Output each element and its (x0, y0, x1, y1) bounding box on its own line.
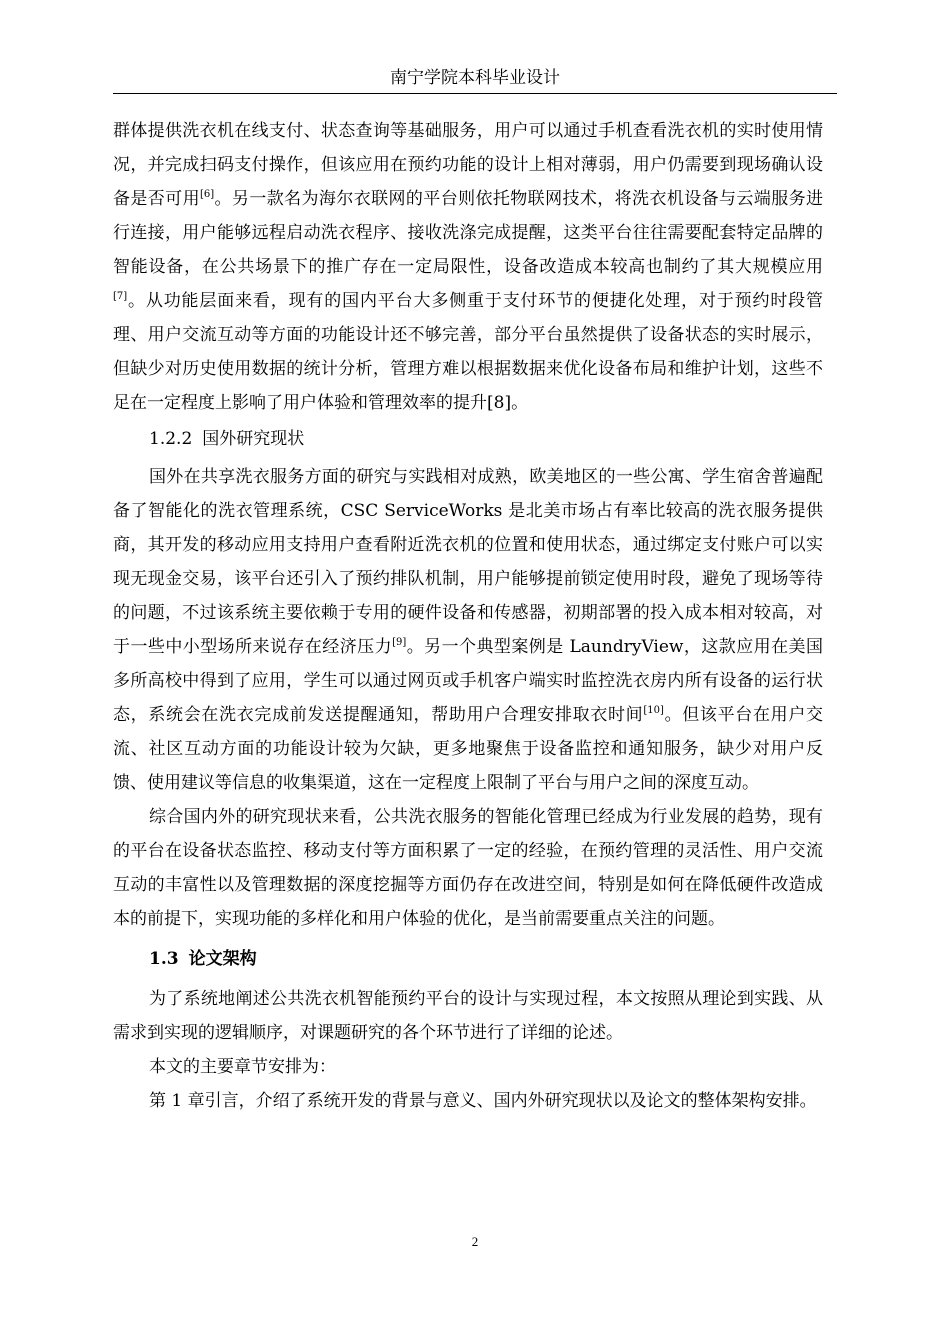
section-title: 国外研究现状 (202, 429, 305, 449)
paragraph-domestic-research (113, 114, 823, 420)
citation-ref: [9] (392, 637, 407, 648)
header-rule (113, 93, 837, 94)
citation-ref: [10] (643, 705, 664, 716)
section-heading-1-2-2 (113, 422, 823, 456)
paragraph-text: 。但该平台在用户交流、社区互动方面的功能设计较为欠缺，更多地聚焦于设备监控和通知服务，缺少对用户反馈、使用建议等信息的收集渠道，这在一定程度上限制了平台与用户之间的深度互动。 (113, 705, 823, 793)
paragraph-chapter-intro: 本文的主要章节安排为： (149, 1057, 336, 1077)
page-number: 2 (471, 1234, 479, 1249)
body-text (113, 114, 823, 1118)
paragraph-text: 。另一个典型案例是 LaundryView，这款应用在美国多所高校中得到了应用，学生可以通过网页或手机客户端实时监控洗衣房内所有设备的运行状态，系统会在洗衣完成前发送提醒通知，帮助用户合理安排取衣时间 (113, 637, 824, 725)
paragraph-summary: 综合国内外的研究现状来看，公共洗衣服务的智能化管理已经成为行业发展的趋势，现有的平台在设备状态监控、移动支付等方面积累了一定的经验，在预约管理的灵活性、用户交流互动的丰富性以及管理数据的深度挖掘等方面仍存在改进空间，特别是如何在降低硬件改造成本的前提下，实现功能的多样化和用户体验的优化，是当前需要重点关注的问题。 (113, 807, 823, 929)
section-title: 论文架构 (188, 949, 257, 969)
paragraph-text: 。另一款名为海尔衣联网的平台则依托物联网技术，将洗衣机设备与云端服务进行连接，用户能够远程启动洗衣程序、接收洗涤完成提醒，这类平台往往需要配套特定品牌的智能设备，在公共场景下的推广存在一定局限性，设备改造成本较高也制约了其大规模应用 (113, 189, 824, 277)
section-heading-1-3 (113, 942, 823, 976)
paragraph-foreign-research (113, 460, 823, 800)
paragraph-chapter-1: 第 1 章引言，介绍了系统开发的背景与意义、国内外研究现状以及论文的整体架构安排。 (149, 1091, 817, 1111)
section-number: 1.3 (149, 949, 179, 969)
paragraph-text: 。从功能层面来看，现有的国内平台大多侧重于支付环节的便捷化处理，对于预约时段管理、用户交流互动等方面的功能设计还不够完善，部分平台虽然提供了设备状态的实时展示，但缺少对历史使用数据的统计分析，管理方难以根据数据来优化设备布局和维护计划，这些不足在一定程度上影响了用户体验和管理效率的提升[8]。 (113, 291, 823, 413)
paragraph-thesis-structure: 为了系统地阐述公共洗衣机智能预约平台的设计与实现过程，本文按照从理论到实践、从需求到实现的逻辑顺序，对课题研究的各个环节进行了详细的论述。 (113, 989, 823, 1043)
section-number: 1.2.2 (149, 429, 193, 449)
page-header: 南宁学院本科毕业设计 (390, 68, 560, 88)
paragraph-text: 群体提供洗衣机在线支付、状态查询等基础服务，用户可以通过手机查看洗衣机的实时使用情况，并完成扫码支付操作，但该应用在预约功能的设计上相对薄弱，用户仍需要到现场确认设备是否可用 (113, 121, 823, 209)
citation-ref: [6] (199, 189, 215, 200)
citation-ref: [7] (113, 291, 128, 302)
paragraph-text: 国外在共享洗衣服务方面的研究与实践相对成熟，欧美地区的一些公寓、学生宿舍普遍配备了智能化的洗衣管理系统，CSC ServiceWorks 是北美市场占有率比较高的洗衣服务提供商，其开发的移动应用支持用户查看附近洗衣机的位置和使用状态，通过绑定支付账户可以实现无现金交易，该平台还引入了预约排队机制，用户能够提前锁定使用时段，避免了现场等待的问题，不过该系统主要依赖于专用的硬件设备和传感器，初期部署的投入成本相对较高，对于一些中小型场所来说存在经济压力 (113, 467, 823, 657)
